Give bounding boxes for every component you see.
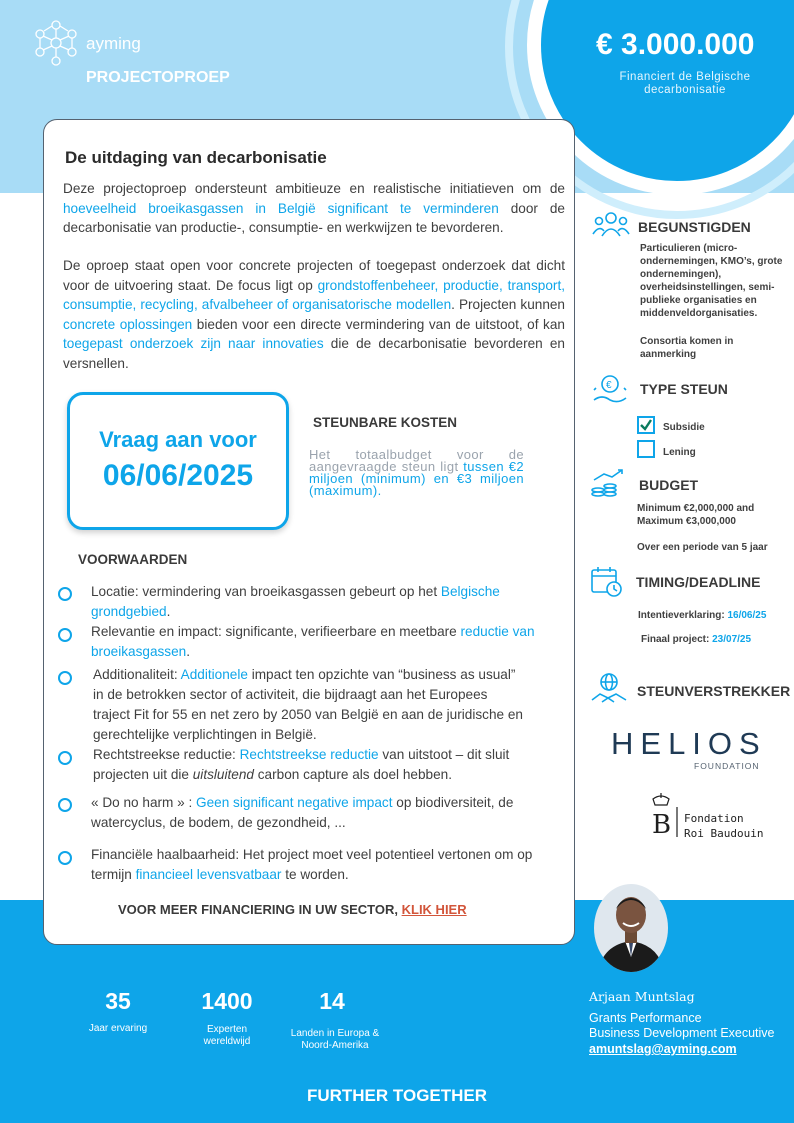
deadline-label: Vraag aan voor bbox=[99, 427, 257, 452]
highlight-text: Additionele bbox=[180, 667, 248, 682]
stat-number: 35 bbox=[105, 988, 131, 1014]
frb-crest-icon bbox=[643, 793, 679, 839]
text-segment: Rechtstreekse reductie: bbox=[93, 747, 240, 762]
condition-item bbox=[91, 622, 551, 662]
frb-line-2: Roi Baudouin bbox=[684, 827, 764, 840]
highlight-text: Belgische grondgebied bbox=[91, 584, 500, 619]
budget-period: Over een periode van 5 jaar bbox=[637, 542, 768, 553]
timing-intent-date: 16/06/25 bbox=[727, 610, 767, 621]
bullet-icon bbox=[58, 851, 72, 865]
highlight-text: hoeveelheid broeikasgassen in België significant te verminderen bbox=[63, 200, 499, 216]
text-segment: Het totaalbudget voor de aangevraagde steun ligt bbox=[309, 447, 524, 474]
text-segment: uitsluitend bbox=[192, 767, 254, 782]
text-segment: die de decarbonisatie bevorderen en versnellen. bbox=[63, 336, 565, 371]
condition-item bbox=[93, 745, 523, 785]
timing-intent-label: Intentieverklaring: bbox=[638, 610, 728, 621]
beneficiaries-title: BEGUNSTIGDEN bbox=[638, 219, 751, 235]
people-icon bbox=[592, 210, 630, 238]
support-type-title: TYPE STEUN bbox=[640, 381, 728, 397]
highlight-text: concrete oplossingen bbox=[63, 316, 193, 332]
click-here-link[interactable]: KLIK HIER bbox=[401, 902, 467, 917]
text-segment: impact ten opzichte van “business as usual” in de betrokken sector of activiteit, die bijdraagt aan het Europees traject Fit for 55 en net zero by 2050 van België en aan de juridische en gerechtelijke verplichtingen in België. bbox=[93, 667, 523, 742]
helios-logo-text: HELIOS bbox=[611, 726, 767, 761]
text-segment: Additionaliteit: bbox=[93, 667, 181, 682]
contact-role-1: Grants Performance bbox=[589, 1011, 702, 1025]
tagline: FURTHER TOGETHER bbox=[306, 1086, 488, 1105]
text-segment: te worden. bbox=[281, 867, 349, 882]
text-segment: van uitstoot – dit sluit projecten uit die bbox=[93, 747, 510, 782]
amount-value: € 3.000.000 bbox=[596, 28, 755, 61]
bullet-icon bbox=[58, 587, 72, 601]
svg-text:€: € bbox=[606, 380, 612, 391]
bullet-icon bbox=[58, 671, 72, 685]
checkbox-checked-icon[interactable] bbox=[637, 416, 655, 434]
text-segment: . bbox=[186, 644, 190, 659]
more-financing-text: VOOR MEER FINANCIERING IN UW SECTOR, bbox=[118, 902, 402, 917]
coins-chart-icon bbox=[590, 468, 626, 500]
conditions-title: VOORWAARDEN bbox=[78, 552, 188, 567]
text-segment: Financiële haalbaarheid: Het project moet veel potentieel vertonen om op termijn bbox=[91, 847, 533, 882]
highlight-text: tussen €2 miljoen (minimum) en €3 miljoen (maximum). bbox=[309, 459, 524, 498]
text-segment: Deze projectoproep ondersteunt ambitieuze en realistische initiatieven om de bbox=[63, 181, 565, 196]
stat-number: 1400 bbox=[201, 988, 253, 1014]
eligible-costs-title: STEUNBARE KOSTEN bbox=[313, 415, 458, 430]
beneficiaries-text: Particulieren (micro-ondernemingen, KMO’s, grote ondernemingen), overheidsinstellingen, semi-publieke organisaties en middenveldorganisaties. bbox=[640, 243, 783, 319]
timing-final-date: 23/07/25 bbox=[712, 634, 752, 645]
logo-text: ayming bbox=[86, 34, 141, 53]
page-subtitle: PROJECTOPROEP bbox=[86, 69, 230, 86]
stat-label: Landen in Europa & Noord-Amerika bbox=[290, 1028, 380, 1051]
frb-line-1: Fondation bbox=[684, 812, 744, 825]
text-segment: De oproep staat open voor concrete projecten of toegepast onderzoek dat dicht voor de uitvoering staat. De focus ligt op bbox=[63, 258, 565, 293]
beneficiaries-note: Consortia komen in aanmerking bbox=[640, 336, 734, 360]
condition-item bbox=[93, 665, 523, 745]
ayming-logo-icon bbox=[28, 15, 84, 71]
timing-final bbox=[641, 633, 751, 646]
bullet-icon bbox=[58, 751, 72, 765]
condition-item bbox=[91, 793, 551, 833]
support-option-label: Subsidie bbox=[663, 422, 705, 433]
calendar-clock-icon bbox=[590, 565, 624, 599]
funder-title: STEUNVERSTREKKER bbox=[637, 683, 791, 699]
handshake-globe-icon bbox=[590, 672, 628, 708]
focus-paragraph bbox=[63, 256, 565, 373]
portrait-avatar bbox=[592, 883, 670, 973]
amount-caption: Financiert de Belgische decarbonisatie bbox=[619, 71, 751, 96]
contact-name: Arjaan Muntslag bbox=[589, 989, 695, 1004]
condition-item bbox=[91, 582, 551, 622]
text-segment: . Projecten kunnen bbox=[451, 297, 565, 312]
main-title: De uitdaging van decarbonisatie bbox=[65, 148, 327, 167]
timing-final-label: Finaal project: bbox=[641, 634, 713, 645]
contact-role-2: Business Development Executive bbox=[589, 1026, 775, 1040]
deadline-box bbox=[67, 392, 289, 530]
stat-label: Experten wereldwijd bbox=[203, 1024, 251, 1047]
eligible-costs-text bbox=[309, 449, 524, 497]
highlight-text: grondstoffenbeheer, productie, transport, consumptie, recycling, afvalbeheer of organisatorische modellen bbox=[63, 277, 565, 312]
text-segment: door de decarbonisatie van productie-, consumptie- en werkwijzen te bevorderen. bbox=[63, 200, 565, 235]
highlight-text: Geen significant negative impact bbox=[196, 795, 393, 810]
highlight-text: financieel levensvatbaar bbox=[135, 867, 282, 882]
helios-logo-subtitle: FOUNDATION bbox=[694, 761, 760, 771]
highlight-text: toegepast onderzoek zijn naar innovaties bbox=[63, 336, 324, 351]
text-segment: op biodiversiteit, de watercyclus, de bodem, de gezondheid, ... bbox=[91, 795, 514, 830]
text-segment: . bbox=[166, 604, 171, 619]
text-segment: « Do no harm » : bbox=[91, 795, 197, 810]
svg-text:B: B bbox=[652, 810, 672, 839]
stat-label: Jaar ervaring bbox=[88, 1023, 148, 1034]
text-segment: bieden voor een directe vermindering van de uitstoot, of kan bbox=[192, 316, 565, 332]
timing-title: TIMING/DEADLINE bbox=[636, 574, 761, 590]
stat-number: 14 bbox=[319, 988, 345, 1014]
money-hand-icon bbox=[592, 372, 628, 406]
condition-item bbox=[91, 845, 571, 885]
more-financing bbox=[118, 902, 467, 917]
frb-logo-text bbox=[684, 811, 763, 841]
text-segment: Relevantie en impact: significante, verifieerbare en meetbare bbox=[91, 624, 461, 639]
budget-text: Minimum €2,000,000 and Maximum €3,000,000 bbox=[637, 503, 755, 527]
contact-email-link[interactable]: amuntslag@ayming.com bbox=[589, 1042, 737, 1056]
budget-title: BUDGET bbox=[639, 477, 699, 493]
checkbox-empty-icon[interactable] bbox=[637, 440, 655, 458]
highlight-text: Rechtstreekse reductie bbox=[239, 747, 379, 762]
bullet-icon bbox=[58, 628, 72, 642]
bullet-icon bbox=[58, 798, 72, 812]
deadline-date: 06/06/2025 bbox=[102, 459, 254, 492]
intro-paragraph bbox=[63, 179, 565, 238]
highlight-text: reductie van broeikasgassen bbox=[91, 624, 535, 659]
text-segment: Locatie: vermindering van broeikasgassen gebeurt op het bbox=[91, 584, 441, 599]
timing-intent bbox=[638, 609, 766, 622]
text-segment: carbon capture als doel hebben. bbox=[253, 767, 452, 782]
support-option-label: Lening bbox=[663, 447, 696, 458]
